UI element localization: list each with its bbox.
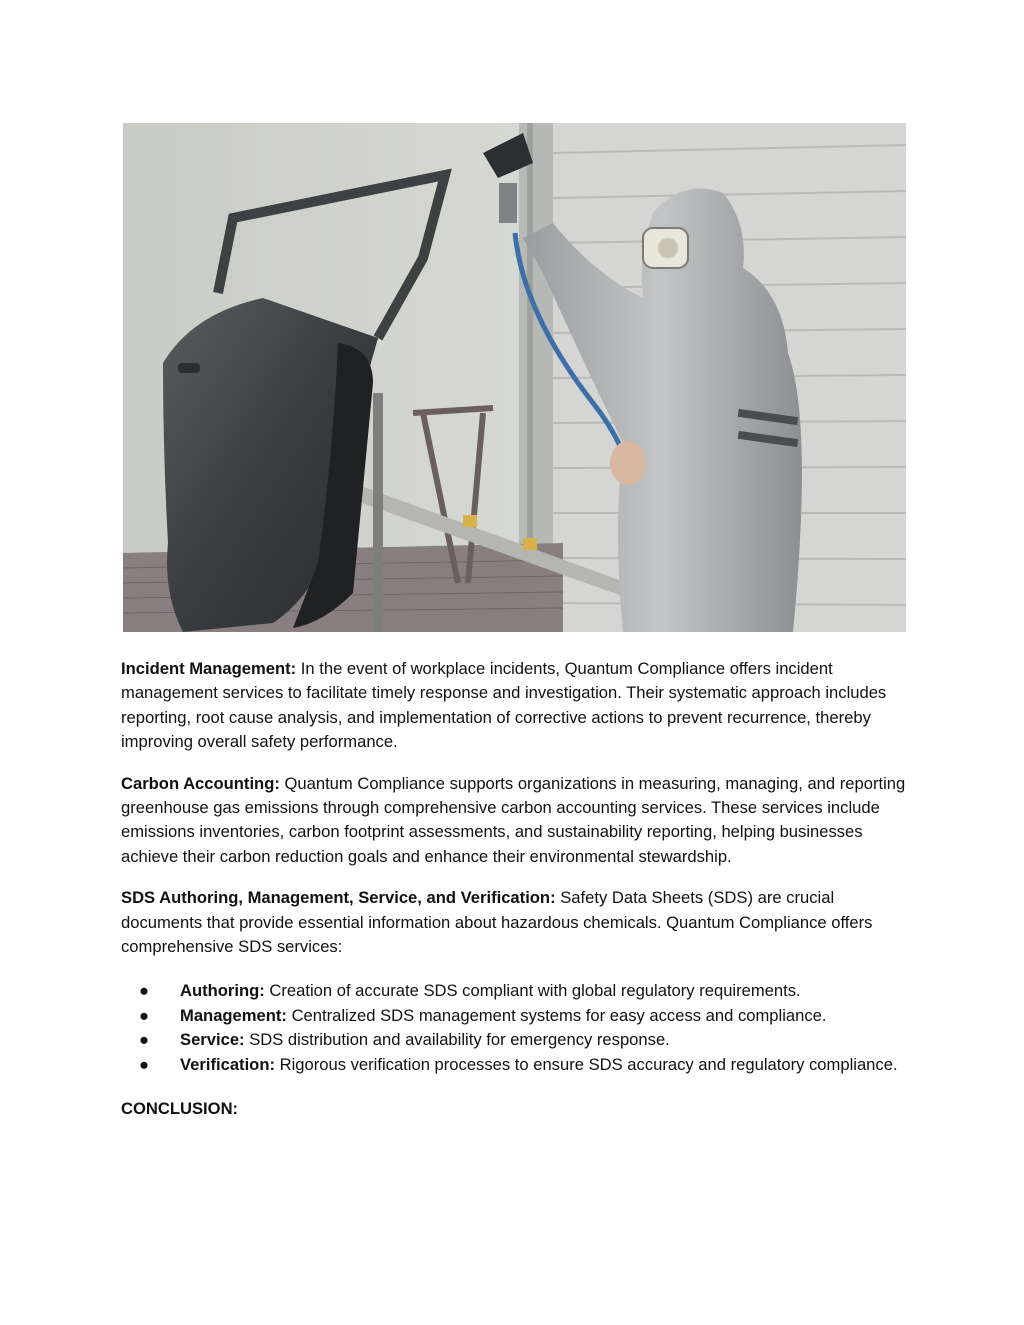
list-item-text: Creation of accurate SDS compliant with global regulatory requirements.	[264, 981, 801, 1001]
sds-text: Safety Data Sheets (SDS) are crucial documents that provide essential information about hazardous chemicals. Quantum Compliance offers comprehensive SDS services:	[121, 888, 873, 957]
bullet-icon: ●	[139, 1030, 150, 1050]
sds-paragraph	[121, 886, 911, 959]
bullet-icon: ●	[139, 1005, 150, 1025]
list-item-text: SDS distribution and availability for emergency response.	[244, 1030, 670, 1050]
list-item-label: Management:	[180, 1005, 287, 1025]
list-item-label: Service:	[180, 1030, 245, 1050]
sds-services-list	[121, 979, 911, 1077]
list-item-label: Authoring:	[180, 981, 265, 1001]
carbon-accounting-text: Quantum Compliance supports organizations in measuring, managing, and reporting greenhouse gas emissions through comprehensive carbon accounting services. These services include emissions inventories, carbon footprint assessments, and sustainability reporting, helping businesses achieve their carbon reduction goals and enhance their environmental stewardship.	[121, 773, 906, 866]
list-item-label: Verification:	[180, 1054, 275, 1074]
incident-management-paragraph	[121, 657, 911, 755]
body-text	[121, 657, 911, 1139]
list-item	[121, 979, 911, 1003]
sds-heading: SDS Authoring, Management, Service, and Verification:	[121, 888, 556, 908]
list-item-text: Centralized SDS management systems for easy access and compliance.	[286, 1005, 827, 1025]
bullet-icon: ●	[139, 981, 150, 1001]
carbon-accounting-heading: Carbon Accounting:	[121, 773, 280, 793]
conclusion-heading: CONCLUSION:	[121, 1099, 239, 1119]
spray-painting-photo	[123, 123, 906, 632]
carbon-accounting-paragraph	[121, 772, 911, 870]
list-item	[121, 1004, 911, 1028]
incident-management-text: In the event of workplace incidents, Quantum Compliance offers incident management services to facilitate timely response and investigation. Their systematic approach includes reporting, root cause analysis, and implementation of corrective actions to prevent recurrence, thereby improving overall safety performance.	[121, 659, 887, 752]
list-item	[121, 1028, 911, 1052]
incident-management-heading: Incident Management:	[121, 659, 297, 678]
list-item	[121, 1053, 911, 1077]
list-item-text: Rigorous verification processes to ensure SDS accuracy and regulatory compliance.	[274, 1054, 898, 1074]
bullet-icon: ●	[139, 1054, 150, 1074]
